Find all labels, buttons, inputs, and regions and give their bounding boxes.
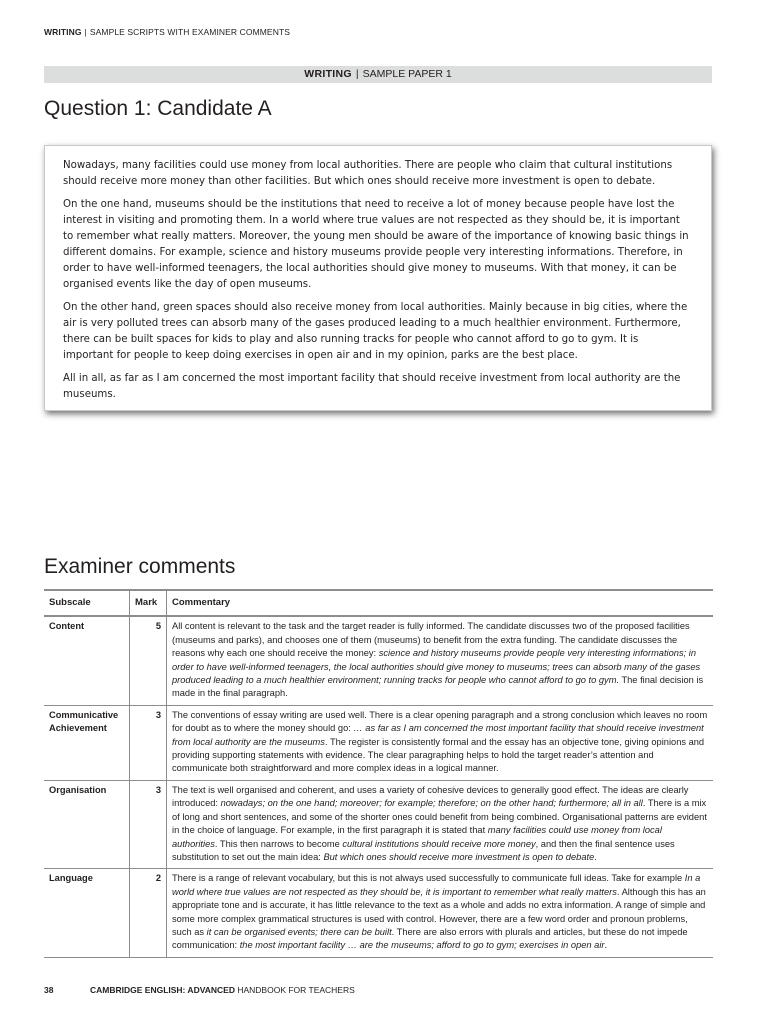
section-bar-separator: | <box>355 68 359 80</box>
commentary-quote: the most important facility … are the museums; afford to go to gym; exercises in open air <box>239 940 605 951</box>
commentary-text: . <box>594 851 597 862</box>
commentary-text: . This then narrows to become <box>214 838 343 849</box>
commentary-quote: cultural institutions should receive more money <box>342 838 536 849</box>
row-commentary <box>167 616 714 705</box>
running-head-separator: | <box>84 27 87 37</box>
commentary-text: . There is a mix of long and short sentences, and some of the shorter ones could benefit from being combined. Organisational patterns are evident in the choice of language. For example, in the first paragraph it is stated that <box>172 798 707 836</box>
running-head <box>44 27 290 37</box>
row-mark: 3 <box>130 705 167 780</box>
table-row <box>44 705 713 780</box>
row-subscale: Content <box>44 616 130 705</box>
table-row <box>44 869 713 957</box>
script-paragraph: All in all, as far as I am concerned the most important facility that should receive investment from local authority are the museums. <box>63 373 681 400</box>
row-subscale: Communicative Achievement <box>44 705 130 780</box>
script-paragraph: On the one hand, museums should be the institutions that need to receive a lot of money because people have lost the interest in visiting and promoting them. In a world where true values are not respected as they should be, it is important to remember what really matters. Moreover, the young men should be aware of the importance of knowing basic things in different domains. For example, science and history museums provide people very interesting informations. Therefore, in order to have well-informed teenagers, the local authorities should give money to museums. With that money, it can be organised events like the day of open museums. <box>63 199 689 290</box>
page-number: 38 <box>44 985 54 995</box>
candidate-script <box>44 145 712 411</box>
row-mark: 5 <box>130 616 167 705</box>
commentary-text: The text is well organised and coherent, and uses a variety of cohesive devices to generally good effect. The ideas are clearly introduced: <box>172 784 689 809</box>
commentary-quote: science and history museums provide people very interesting informations; in order to have well-informed teenagers, the local authorities should give money to museums; trees can absorb many of the gases produced leading to a much healthier environment; running tracks for people who cannot afford to go to gym. <box>172 648 701 686</box>
header-commentary: Commentary <box>167 590 714 616</box>
table-row <box>44 780 713 868</box>
commentary-quote: In a world where true values are not respected as they should be, it is important to remember what really matters <box>172 873 701 897</box>
row-mark: 2 <box>130 869 167 957</box>
commentary-quote: But which ones should receive more investment is open to debate <box>323 851 595 862</box>
commentary-text: . <box>604 940 608 951</box>
footer-title: HANDBOOK FOR TEACHERS <box>234 985 355 995</box>
commentary-quote: … as far as I am concerned the most important facility that should receive investment from local authority are the museums <box>172 723 704 747</box>
commentary-text: . Although this has an appropriate tone and is accurate, it has little relevance to the text as a whole and adds no extra information. A range of simple and some more complex grammatical structures is used with control. However, there are a few word order and pronoun problems, such as <box>172 886 706 937</box>
row-subscale: Language <box>44 869 130 957</box>
commentary-text: , and then the final sentence uses substitution to set out the main idea: <box>172 838 675 862</box>
table-header-row <box>44 590 713 616</box>
header-mark: Mark <box>130 590 167 616</box>
row-commentary <box>167 780 714 868</box>
commentary-text: All content is relevant to the task and the target reader is fully informed. The candidate discusses two of the proposed facilities (museums and parks), and chooses one of them (museums) to benefit from the extra funding. The candidate discusses the reasons why each one should receive the money: <box>172 621 690 659</box>
footer-brand: CAMBRIDGE ENGLISH: ADVANCED <box>90 985 235 995</box>
script-paragraph: Nowadays, many facilities could use money from local authorities. There are people who claim that cultural institutions should receive more money than other facilities. But which ones should receive more investment is open to debate. <box>63 160 673 187</box>
row-commentary <box>167 705 714 780</box>
examiner-comments-title: Examiner comments <box>44 555 236 578</box>
commentary-text: . There are also errors with plurals and articles, but these do not impede communication: <box>172 926 688 951</box>
section-bar-section: WRITING <box>304 68 352 80</box>
running-head-section: WRITING <box>44 27 82 37</box>
commentary-text: The conventions of essay writing are used well. There is a clear opening paragraph and a strong conclusion which leaves no room for doubt as to where the money should go: <box>172 709 708 734</box>
section-bar-subtitle: SAMPLE PAPER 1 <box>362 68 452 80</box>
commentary-quote: many facilities could use money from local authorities <box>172 825 662 849</box>
running-head-subtitle: SAMPLE SCRIPTS WITH EXAMINER COMMENTS <box>89 27 291 37</box>
page-footer <box>44 985 355 995</box>
row-subscale: Organisation <box>44 780 130 868</box>
commentary-text: There is a range of relevant vocabulary, but this is not always used successfully to communicate full ideas. Take for example <box>172 873 685 884</box>
commentary-quote: it can be organised events; there can be built <box>206 926 392 937</box>
script-paragraph: On the other hand, green spaces should also receive money from local authorities. Mainly because in big cities, where the air is very polluted trees can absorb many of the gases produced leading to a much healthier environment. Furthermore, there can be built spaces for kids to play and also running tracks for people who cannot afford to go to gym. It is important for people to keep doing exercises in open air and in my opinion, parks are the best place. <box>63 302 688 361</box>
question-title: Question 1: Candidate A <box>44 97 272 120</box>
row-mark: 3 <box>130 780 167 868</box>
table-row <box>44 616 713 705</box>
examiner-comments-table <box>44 589 713 958</box>
commentary-text: . The register is consistently formal and the essay has an objective tone, giving opinions and providing supporting statements with evidence. The clear paragraphing helps to hold the target reader’s attention and communicate both straightforward and more complex ideas in a logical manner. <box>172 736 705 774</box>
section-bar <box>44 66 712 83</box>
commentary-quote: nowadays; on the one hand; moreover; for example; therefore; on the other hand; furthermore; all in all <box>220 798 643 809</box>
commentary-text: The final decision is made in the final paragraph. <box>172 675 704 699</box>
header-subscale: Subscale <box>44 590 130 616</box>
row-commentary <box>167 869 714 957</box>
